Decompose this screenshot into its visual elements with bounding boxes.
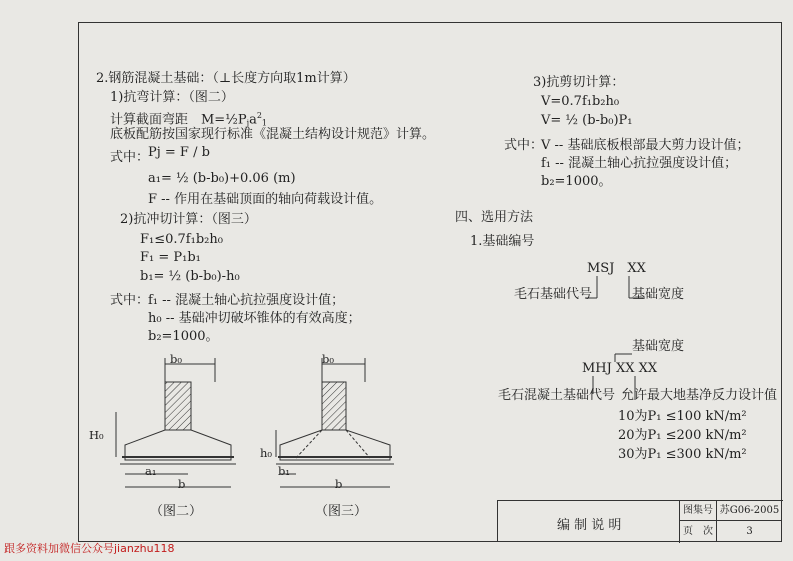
title-block bbox=[497, 500, 782, 542]
ft-note-right: f₁ -- 混凝土轴心抗拉强度设计值； bbox=[541, 156, 738, 171]
figure-2 bbox=[116, 358, 236, 487]
v-note: V -- 基础底板根部最大剪力设计值； bbox=[541, 138, 750, 153]
a1-formula: a₁= ½ (b-b₀)+0.06 (m) bbox=[148, 171, 296, 186]
item-2-title: 2)抗冲切计算：（图三） bbox=[120, 212, 257, 227]
mhj-top-label: 基础宽度 bbox=[632, 339, 685, 354]
fig2-label: （图二） bbox=[150, 504, 203, 519]
b2-note-left: b₂=1000。 bbox=[148, 329, 219, 344]
moment-suffix: a bbox=[249, 112, 257, 128]
b2-note-right: b₂=1000。 bbox=[541, 174, 612, 189]
msj-left-label: 毛石基础代号 bbox=[514, 287, 593, 302]
atlas-value: 苏G06-2005 bbox=[719, 505, 780, 516]
mhj-left-label: 毛石混凝土基础代号 bbox=[498, 388, 616, 403]
f-note: F -- 作用在基础顶面的轴向荷载设计值。 bbox=[148, 192, 383, 207]
item-3-title: 3)抗剪切计算： bbox=[533, 75, 625, 90]
range-10: 10为P₁ ≤100 kN/m² bbox=[618, 409, 747, 424]
moment-sub: j bbox=[246, 118, 250, 128]
fl-formula-2: F₁ = P₁b₁ bbox=[140, 250, 201, 265]
range-30: 30为P₁ ≤300 kN/m² bbox=[618, 447, 747, 462]
dim-b-fig2: b bbox=[178, 477, 186, 491]
moment-sub2: 1 bbox=[261, 118, 268, 128]
dim-b-fig3: b bbox=[335, 477, 343, 491]
where2-label: 式中： bbox=[110, 293, 150, 308]
moment-prefix: 计算截面弯距 M= bbox=[110, 112, 226, 128]
where-label: 式中： bbox=[110, 150, 150, 165]
ft-note-left: f₁ -- 混凝土轴心抗拉强度设计值； bbox=[148, 293, 345, 308]
atlas-label: 图集号 bbox=[683, 505, 713, 516]
section-2-title: 2.钢筋混凝土基础：（⊥长度方向取1m计算） bbox=[96, 71, 356, 86]
fig3-label: （图三） bbox=[315, 504, 368, 519]
moment-formula-text: ½P bbox=[225, 112, 247, 128]
dim-h0-fig2: H₀ bbox=[89, 428, 104, 442]
mhj-right-label: 允许最大地基净反力设计值 bbox=[621, 388, 778, 403]
where-label-right: 式中： bbox=[504, 138, 544, 153]
rebar-note: 底板配筋按国家现行标准《混凝土结构设计规范》计算。 bbox=[110, 127, 436, 142]
h0-note: h₀ -- 基础冲切破坏锥体的有效高度； bbox=[148, 311, 361, 326]
moment-sup: 2 bbox=[256, 111, 262, 120]
b1-formula: b₁= ½ (b-b₀)-h₀ bbox=[140, 269, 240, 284]
mhj-code: MHJ XX XX bbox=[582, 361, 658, 376]
page-label: 页 次 bbox=[683, 526, 713, 537]
v-formula-1: V=0.7f₁b₂h₀ bbox=[541, 94, 620, 109]
page-value: 3 bbox=[746, 526, 753, 537]
figure-3 bbox=[276, 358, 394, 487]
dim-h0-fig3: h₀ bbox=[260, 446, 273, 460]
v-formula-2: V= ½ (b-b₀)P₁ bbox=[541, 113, 633, 128]
pj-formula: Pj = F / b bbox=[148, 145, 210, 160]
msj-code: MSJ XX bbox=[587, 261, 646, 276]
item-1-title: 1)抗弯计算：（图二） bbox=[110, 90, 234, 105]
subsection-1-title: 1.基础编号 bbox=[470, 234, 535, 249]
foundation-figures-svg bbox=[100, 350, 420, 520]
title-block-row-divider bbox=[679, 520, 782, 521]
watermark-text: 跟多资料加微信公众号jianzhu118 bbox=[4, 542, 175, 555]
msj-right-label: 基础宽度 bbox=[632, 287, 685, 302]
fl-formula-1: F₁≤0.7f₁b₂h₀ bbox=[140, 232, 223, 247]
dim-b0-fig3: b₀ bbox=[322, 352, 334, 366]
foundation-figures bbox=[100, 350, 420, 524]
title-block-title: 编 制 说 明 bbox=[557, 518, 622, 533]
range-20: 20为P₁ ≤200 kN/m² bbox=[618, 428, 747, 443]
dim-a1: a₁ bbox=[145, 464, 157, 478]
dim-b0-fig2: b₀ bbox=[170, 352, 182, 366]
section-4-title: 四、选用方法 bbox=[455, 210, 534, 225]
dim-b1: b₁ bbox=[278, 464, 290, 478]
